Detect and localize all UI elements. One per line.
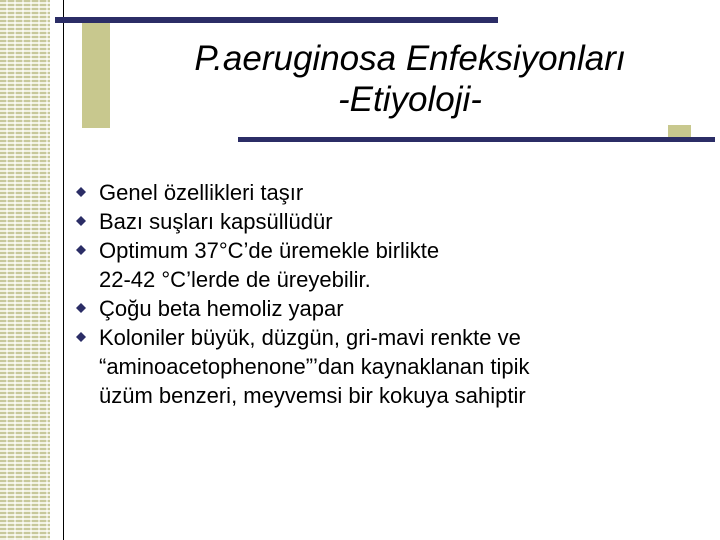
title-top-rule <box>55 17 498 23</box>
list-item <box>76 178 706 207</box>
list-item <box>76 236 706 294</box>
title-accent-block <box>82 22 110 128</box>
title-line-1: P.aeruginosa Enfeksiyonları <box>194 39 626 78</box>
side-stripe-decoration <box>0 0 50 540</box>
bullet-text: Genel özellikleri taşır <box>99 180 304 205</box>
bullet-list <box>76 178 706 410</box>
bullet-text-continuation: “aminoacetophenone”’dan kaynaklanan tipik <box>99 354 530 379</box>
bullet-text: Koloniler büyük, düzgün, gri-mavi renkte ve <box>99 325 521 350</box>
bullet-text: Optimum 37°C’de üremekle birlikte <box>99 238 440 263</box>
vertical-rule <box>63 0 64 540</box>
diamond-bullet-icon <box>76 216 86 226</box>
bullet-text-continuation: 22-42 °C’lerde de üreyebilir. <box>99 267 371 292</box>
list-item <box>76 323 706 410</box>
bullet-text-continuation: üzüm benzeri, meyvemsi bir kokuya sahiptir <box>99 383 526 408</box>
list-item <box>76 294 706 323</box>
bullet-text: Bazı suşları kapsüllüdür <box>99 209 333 234</box>
slide-title <box>110 38 710 120</box>
list-item <box>76 207 706 236</box>
title-bottom-rule <box>238 137 715 142</box>
diamond-bullet-icon <box>76 187 86 197</box>
bullet-text: Çoğu beta hemoliz yapar <box>99 296 344 321</box>
diamond-bullet-icon <box>76 303 86 313</box>
diamond-bullet-icon <box>76 332 86 342</box>
title-line-2: -Etiyoloji- <box>338 80 482 119</box>
diamond-bullet-icon <box>76 245 86 255</box>
